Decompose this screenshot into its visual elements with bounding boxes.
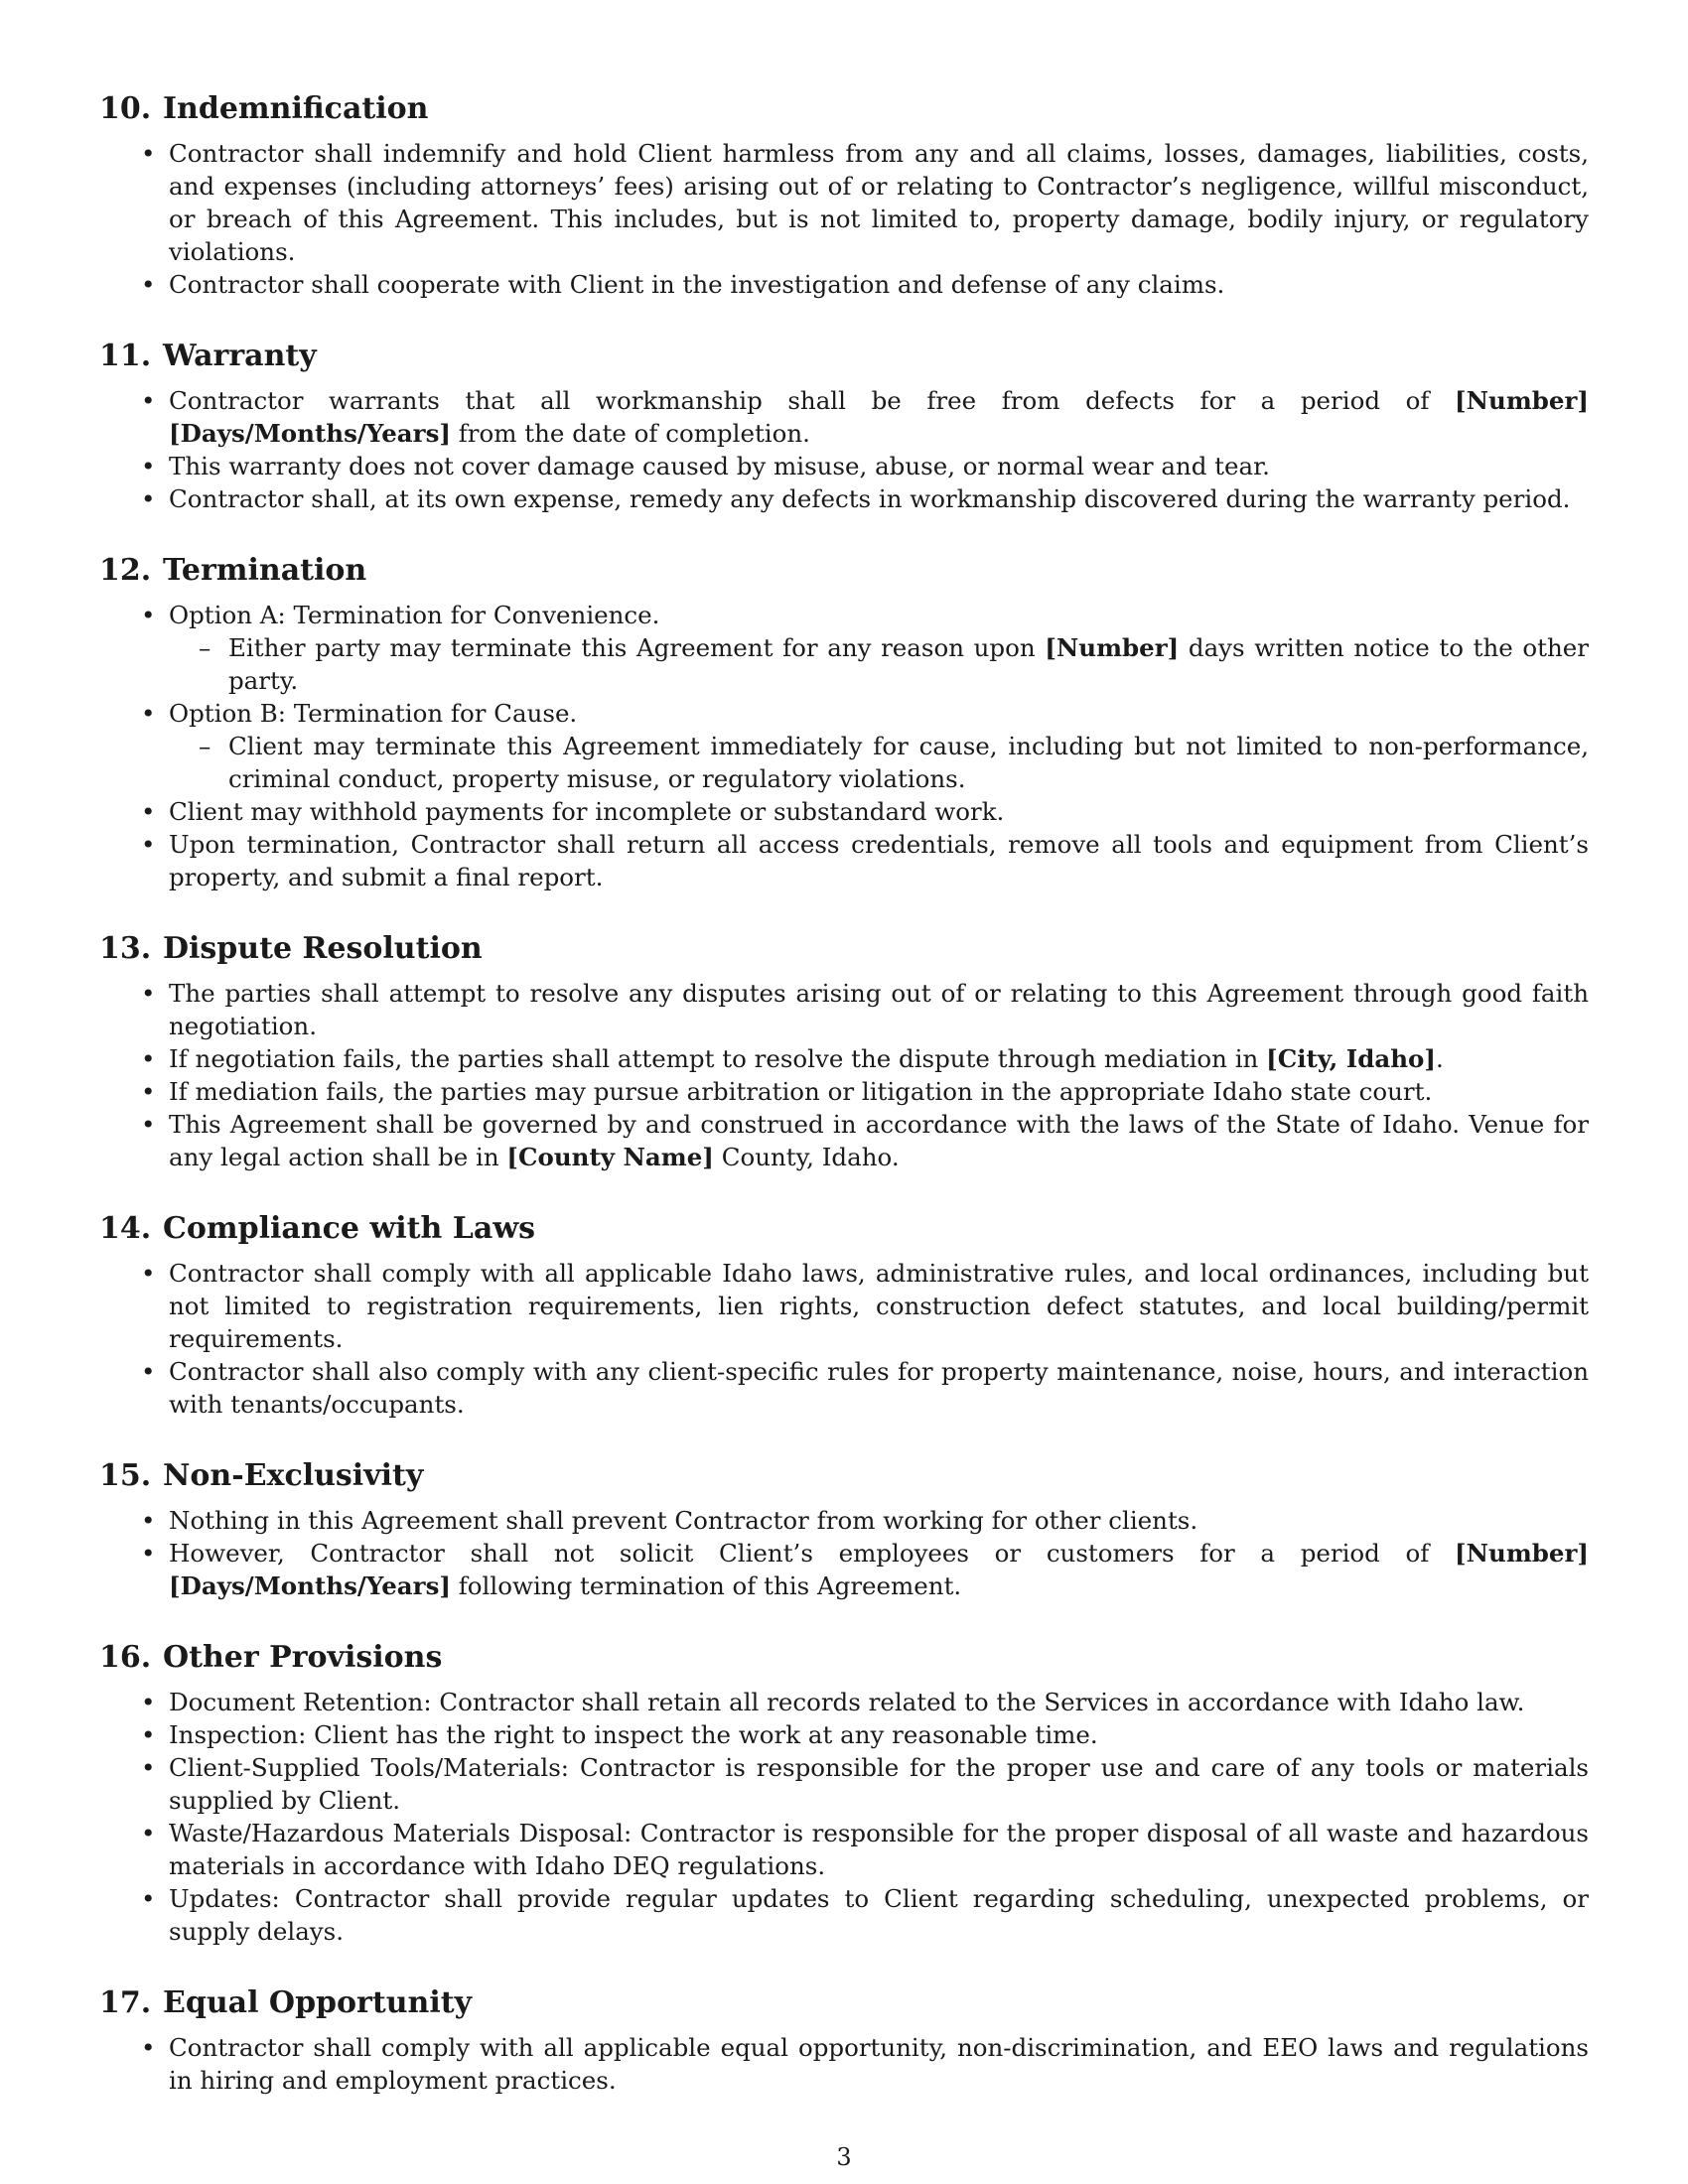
section-number: 14.: [99, 1211, 152, 1246]
section-number: 11.: [99, 339, 152, 373]
bullet-icon: •: [141, 1077, 156, 1106]
clause-text: Upon termination, Contractor shall return all access credentials, remove all tools and equipment from Client’s property, and submit a final report.: [169, 830, 1589, 891]
clause-text: However, Contractor shall not solicit Client’s employees or customers for a period of: [169, 1539, 1456, 1568]
section-other-provisions: [99, 1636, 1589, 1948]
section-indemnification: [99, 87, 1589, 301]
bullet-icon: •: [141, 1110, 156, 1139]
bullet-icon: •: [141, 139, 156, 168]
bullet-icon: •: [141, 979, 156, 1008]
list-item: [99, 482, 1589, 515]
bullet-icon: •: [141, 1506, 156, 1535]
clause-text: The parties shall attempt to resolve any disputes arising out of or relating to this Agreement through good faith negotiation.: [169, 979, 1589, 1040]
bullet-icon: •: [141, 1819, 156, 1847]
section-heading: [99, 927, 1589, 971]
section-dispute-resolution: [99, 927, 1589, 1173]
section-number: 12.: [99, 553, 152, 588]
placeholder-field: [City, Idaho]: [1266, 1044, 1436, 1073]
clause-text: following termination of this Agreement.: [450, 1571, 962, 1600]
section-title: Dispute Resolution: [163, 931, 483, 966]
list-item: [99, 1817, 1589, 1882]
clause-text: Contractor shall also comply with any client-specific rules for property maintenance, noise, hours, and interaction with tenants/occupants.: [169, 1357, 1589, 1419]
clause-text: Client may terminate this Agreement immediately for cause, including but not limited to non-performance, criminal conduct, property misuse, or regulatory violations.: [228, 732, 1589, 793]
sub-clause-list: [169, 730, 1589, 795]
list-item: [99, 1718, 1589, 1751]
clause-list: [99, 977, 1589, 1173]
section-title: Other Provisions: [163, 1640, 443, 1675]
section-number: 10.: [99, 91, 152, 126]
list-item: [99, 1257, 1589, 1355]
clause-list: [99, 384, 1589, 515]
section-equal-opportunity: [99, 1981, 1589, 2097]
section-title: Termination: [163, 553, 367, 588]
list-item: [99, 450, 1589, 482]
section-termination: [99, 549, 1589, 893]
clause-text: Updates: Contractor shall provide regular updates to Client regarding scheduling, unexpected problems, or supply delays.: [169, 1884, 1589, 1946]
section-heading: [99, 1454, 1589, 1498]
dash-icon: –: [199, 633, 211, 662]
bullet-icon: •: [141, 699, 156, 728]
list-item: [99, 1355, 1589, 1421]
list-item: [99, 1042, 1589, 1075]
clause-list: [99, 1504, 1589, 1602]
clause-text: Document Retention: Contractor shall retain all records related to the Services in accordance with Idaho law.: [169, 1688, 1525, 1716]
clause-text: Contractor warrants that all workmanship shall be free from defects for a period of: [169, 386, 1456, 415]
section-title: Non-Exclusivity: [163, 1458, 424, 1493]
bullet-icon: •: [141, 797, 156, 826]
document-page: [99, 87, 1589, 2130]
clause-text: County, Idaho.: [713, 1143, 900, 1171]
list-item: [99, 1537, 1589, 1602]
list-item: [99, 1075, 1589, 1108]
clause-text: Client may withhold payments for incomplete or substandard work.: [169, 797, 1005, 826]
bullet-icon: •: [141, 1753, 156, 1782]
sub-clause-list: [169, 631, 1589, 697]
section-heading: [99, 1207, 1589, 1251]
sub-list-item: [169, 730, 1589, 795]
clause-text: This warranty does not cover damage caused by misuse, abuse, or normal wear and tear.: [169, 452, 1270, 480]
page-number: 3: [836, 2143, 852, 2171]
bullet-icon: •: [141, 1357, 156, 1386]
section-title: Compliance with Laws: [163, 1211, 536, 1246]
section-heading: [99, 335, 1589, 378]
clause-text: If negotiation fails, the parties shall attempt to resolve the dispute through mediation in: [169, 1044, 1267, 1073]
clause-text: .: [1436, 1044, 1444, 1073]
section-non-exclusivity: [99, 1454, 1589, 1602]
section-title: Indemnification: [163, 91, 429, 126]
section-heading: [99, 549, 1589, 593]
section-title: Equal Opportunity: [163, 1985, 473, 2020]
clause-text: Contractor shall comply with all applicable equal opportunity, non-discrimination, and EEO laws and regulations in hiring and employment practices.: [169, 2033, 1589, 2095]
clause-text: Waste/Hazardous Materials Disposal: Contractor is responsible for the proper disposal of all waste and hazardous materials in accordance with Idaho DEQ regulations.: [169, 1819, 1589, 1880]
clause-text: Nothing in this Agreement shall prevent Contractor from working for other clients.: [169, 1506, 1198, 1535]
clause-text: days written notice to the other party.: [228, 633, 1589, 695]
clause-list: [99, 1686, 1589, 1948]
placeholder-field: [Days/Months/Years]: [169, 419, 451, 448]
dash-icon: –: [199, 732, 211, 760]
bullet-icon: •: [141, 1539, 156, 1568]
placeholder-field: [Number]: [1045, 633, 1180, 662]
list-item: [99, 1751, 1589, 1817]
clause-text: Contractor shall cooperate with Client in the investigation and defense of any claims.: [169, 270, 1225, 299]
sub-list-item: [169, 631, 1589, 697]
list-item: [99, 384, 1589, 450]
list-item: [99, 2031, 1589, 2097]
placeholder-field: [Number]: [1455, 1539, 1589, 1568]
clause-text: Either party may terminate this Agreement for any reason upon: [228, 633, 1046, 662]
list-item: [99, 268, 1589, 301]
list-item: [99, 795, 1589, 828]
clause-text: Option A: Termination for Convenience.: [169, 601, 660, 629]
bullet-icon: •: [141, 1259, 156, 1288]
list-item: [99, 977, 1589, 1042]
list-item: [99, 1686, 1589, 1718]
bullet-icon: •: [141, 386, 156, 415]
clause-text: Client-Supplied Tools/Materials: Contractor is responsible for the proper use and care of any tools or materials supplied by Client.: [169, 1753, 1589, 1815]
clause-text: Contractor shall indemnify and hold Client harmless from any and all claims, losses, damages, liabilities, costs, and expenses (including attorneys’ fees) arising out of or relating to Contractor’s negligence, willful misconduct, or breach of this Agreement. This includes, but is not limited to, property damage, bodily injury, or regulatory violations.: [169, 139, 1589, 266]
clause-list: [99, 599, 1589, 893]
section-number: 16.: [99, 1640, 152, 1675]
clause-text: Inspection: Client has the right to inspect the work at any reasonable time.: [169, 1720, 1098, 1749]
section-heading: [99, 1981, 1589, 2025]
section-number: 13.: [99, 931, 152, 966]
list-item: [99, 599, 1589, 697]
bullet-icon: •: [141, 484, 156, 513]
section-warranty: [99, 335, 1589, 515]
bullet-icon: •: [141, 830, 156, 859]
bullet-icon: •: [141, 601, 156, 629]
list-item: [99, 828, 1589, 893]
bullet-icon: •: [141, 2033, 156, 2062]
clause-text: Option B: Termination for Cause.: [169, 699, 578, 728]
clause-text: Contractor shall, at its own expense, remedy any defects in workmanship discovered during the warranty period.: [169, 484, 1571, 513]
clause-text: from the date of completion.: [450, 419, 810, 448]
section-heading: [99, 87, 1589, 131]
clause-text: Contractor shall comply with all applicable Idaho laws, administrative rules, and local ordinances, including but not limited to registration requirements, lien rights, construction defect statutes, and local building/permit requirements.: [169, 1259, 1589, 1353]
list-item: [99, 1882, 1589, 1948]
section-title: Warranty: [163, 339, 317, 373]
placeholder-field: [County Name]: [506, 1143, 714, 1171]
bullet-icon: •: [141, 1688, 156, 1716]
list-item: [99, 1108, 1589, 1173]
list-item: [99, 697, 1589, 795]
clause-list: [99, 1257, 1589, 1421]
section-compliance-with-laws: [99, 1207, 1589, 1421]
placeholder-field: [Days/Months/Years]: [169, 1571, 451, 1600]
placeholder-field: [Number]: [1455, 386, 1589, 415]
section-heading: [99, 1636, 1589, 1680]
list-item: [99, 1504, 1589, 1537]
clause-text: If mediation fails, the parties may pursue arbitration or litigation in the appropriate Idaho state court.: [169, 1077, 1433, 1106]
list-item: [99, 137, 1589, 268]
clause-list: [99, 2031, 1589, 2097]
bullet-icon: •: [141, 452, 156, 480]
clause-text: This Agreement shall be governed by and construed in accordance with the laws of the State of Idaho. Venue for any legal action shall be in: [169, 1110, 1589, 1171]
section-number: 17.: [99, 1985, 152, 2020]
section-number: 15.: [99, 1458, 152, 1493]
bullet-icon: •: [141, 1884, 156, 1913]
bullet-icon: •: [141, 1044, 156, 1073]
bullet-icon: •: [141, 270, 156, 299]
bullet-icon: •: [141, 1720, 156, 1749]
clause-list: [99, 137, 1589, 301]
